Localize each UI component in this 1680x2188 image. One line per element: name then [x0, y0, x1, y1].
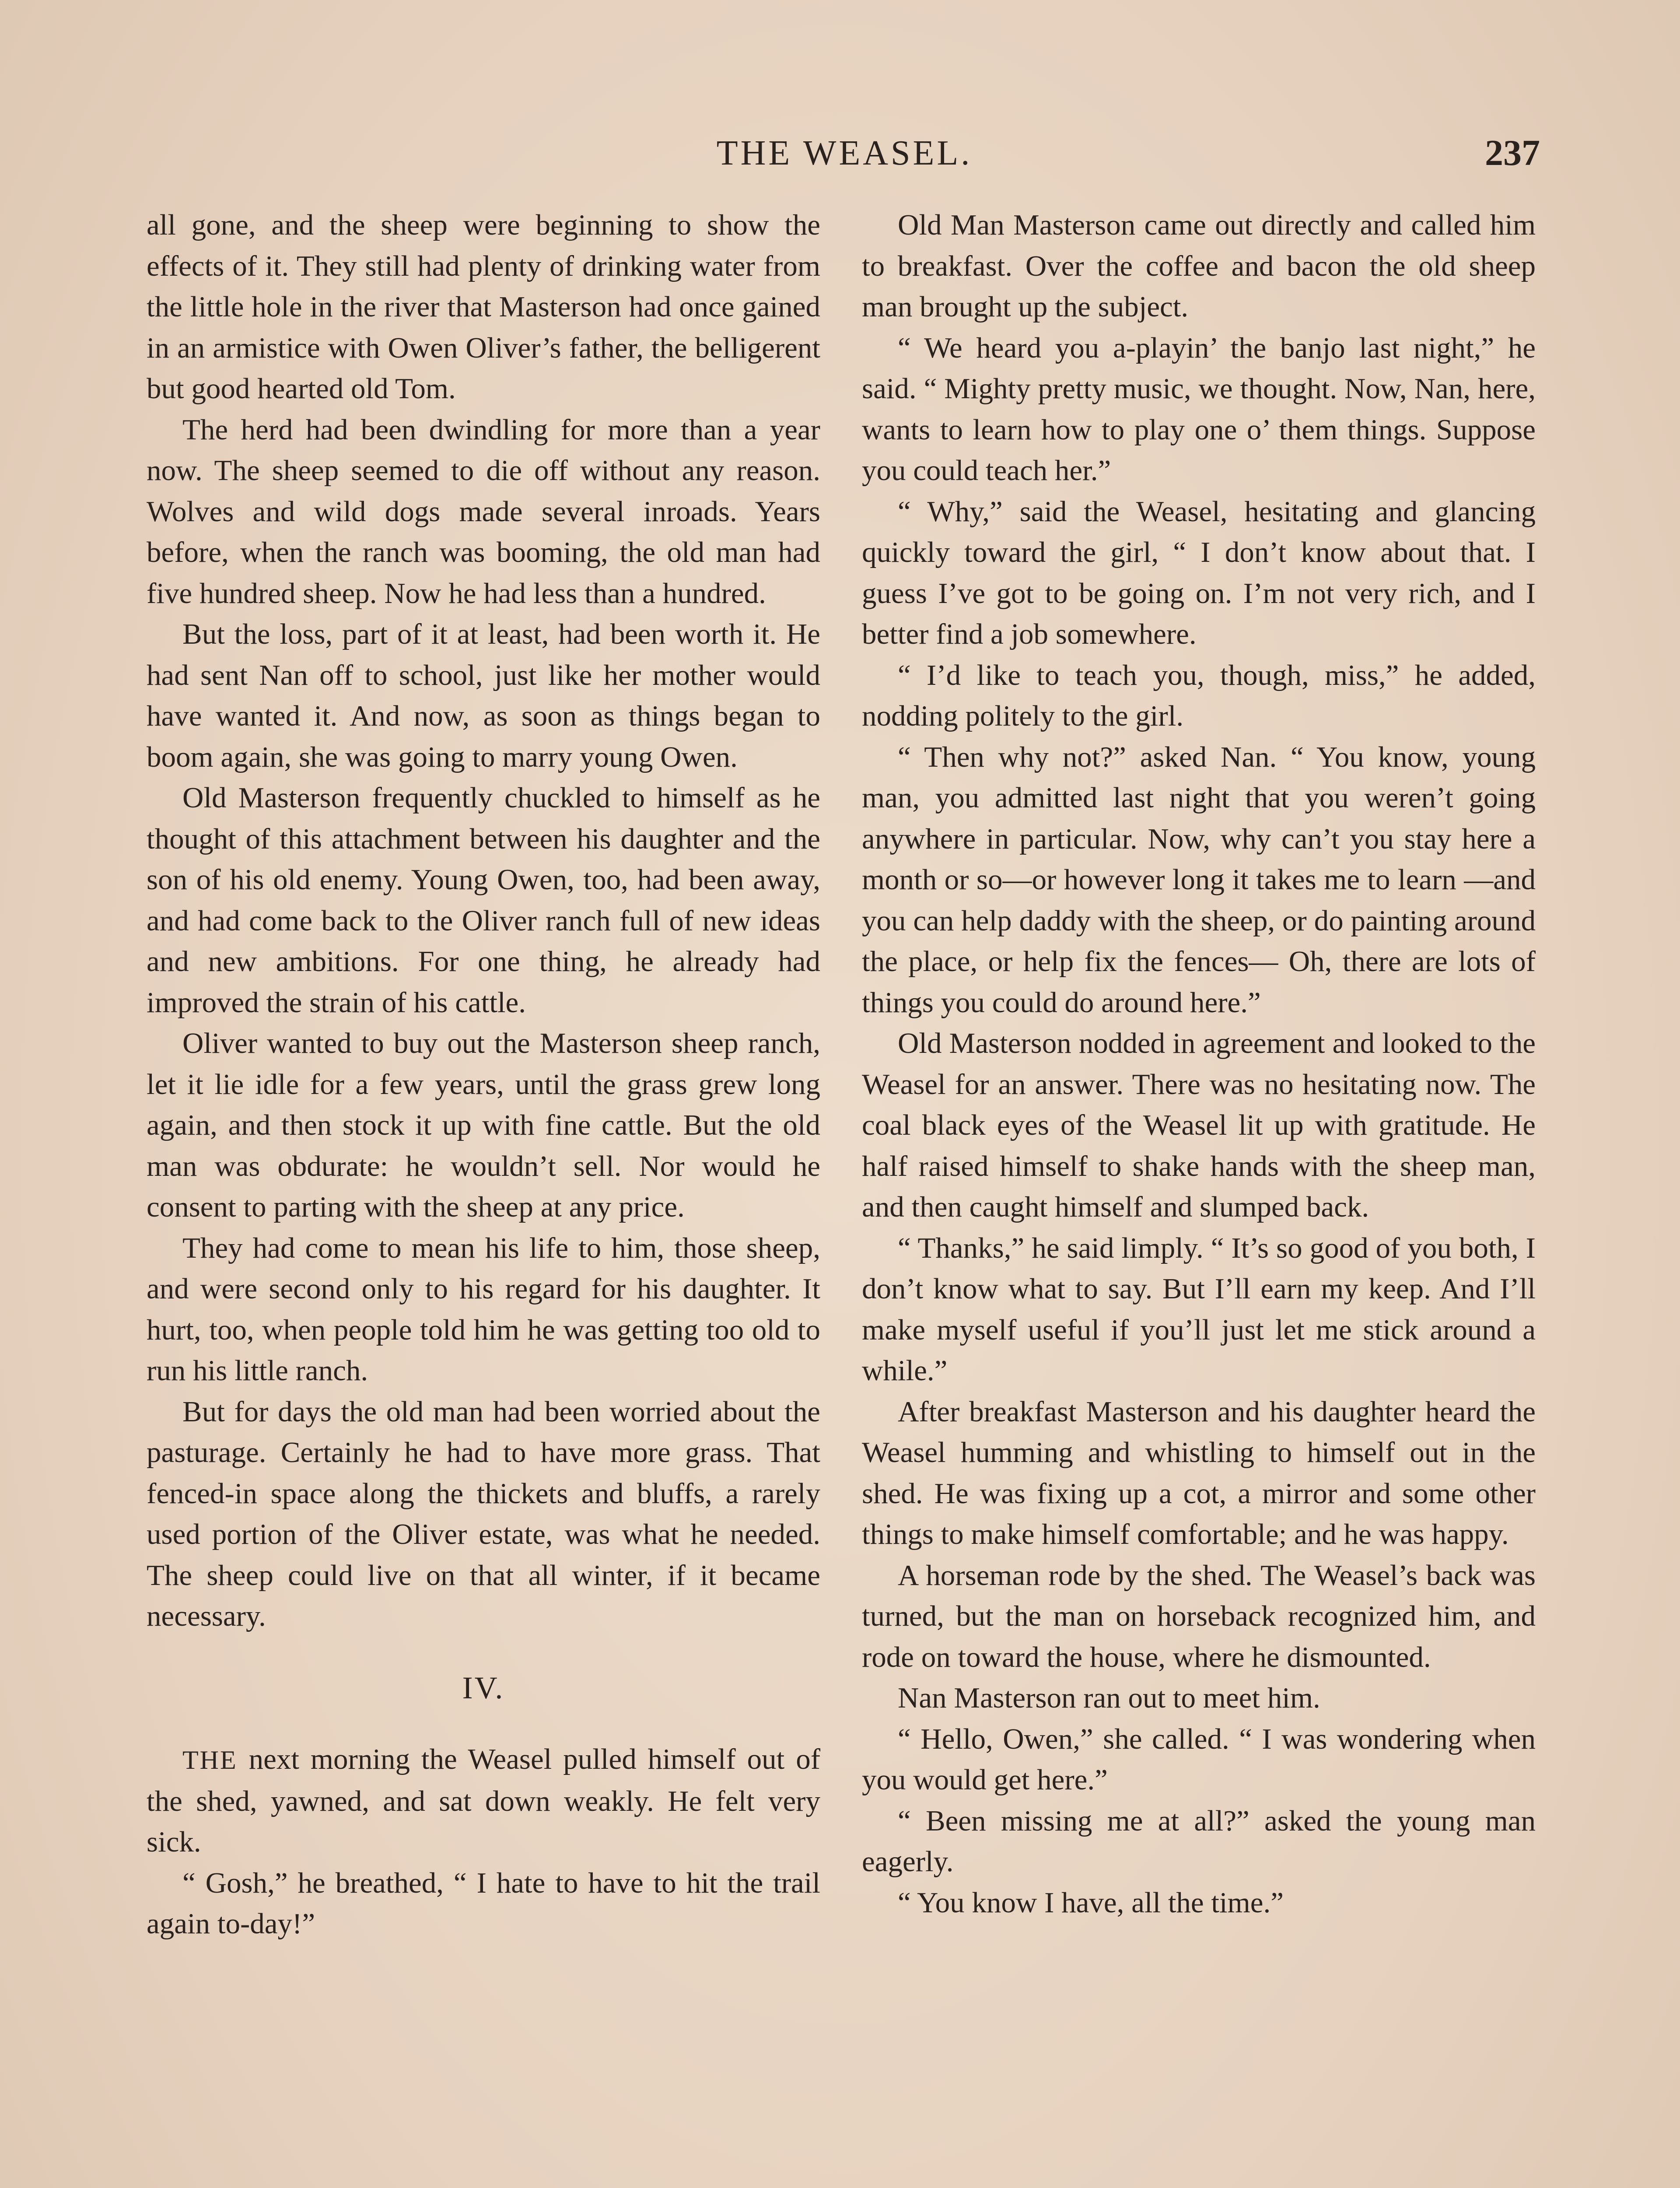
paragraph: Old Masterson frequently chuckled to himself as he thought of this attachment between his daughter and the son of his old enemy. Young Owen, too, had been away, and had come back to the Oliver ranch full of new ideas and new ambitions. For one thing, he already had improved the strain of his cattle. [147, 782, 820, 1019]
paragraph: “ We heard you a-playin’ the banjo last night,” he said. “ Mighty pretty music, we thought. Now, Nan, here, wants to learn how to play one o’ them things. Suppose you could teach her.” [862, 331, 1536, 487]
page-header [149, 127, 1540, 179]
paragraph: all gone, and the sheep were beginning to show the effects of it. They still had plenty of drinking water from the little hole in the river that Masterson had once gained in an armistice with Owen Oliver’s father, the belligerent but good hearted old Tom. [147, 209, 820, 405]
paragraph [147, 1739, 820, 1863]
paragraph-text: next morning the Weasel pulled himself out of the shed, yawned, and sat down weakly. He felt very sick. [147, 1743, 820, 1858]
paragraph: “ Gosh,” he breathed, “ I hate to have to hit the trail again to-day!” [147, 1866, 820, 1940]
section-heading: IV. [462, 1670, 505, 1705]
paragraph: “ Been missing me at all?” asked the young man eagerly. [862, 1804, 1536, 1878]
paragraph: Oliver wanted to buy out the Masterson sheep ranch, let it lie idle for a few years, until the grass grew long again, and then stock it up with fine cattle. But the old man was obdurate: he wouldn’t sell. Nor would he consent to parting with the sheep at any price. [147, 1027, 820, 1223]
paragraph: The herd had been dwindling for more than a year now. The sheep seemed to die off without any reason. Wolves and wild dogs made several inroads. Years before, when the ranch was booming, the old man had five hundred sheep. Now he had less than a hundred. [147, 413, 820, 610]
paragraph: “ You know I have, all the time.” [898, 1886, 1284, 1919]
paragraph: After breakfast Masterson and his daughter heard the Weasel humming and whistling to himself out in the shed. He was fixing up a cot, a mirror and some other things to make himself comfortable; and he was happy. [862, 1395, 1536, 1550]
lead-word: THE [182, 1746, 238, 1774]
paragraph: “ I’d like to teach you, though, miss,” he added, nodding politely to the girl. [862, 659, 1536, 732]
paragraph: They had come to mean his life to him, those sheep, and were second only to his regard for his daughter. It hurt, too, when people told him he was getting too old to run his little ranch. [147, 1231, 820, 1387]
right-column [862, 205, 1536, 1923]
paragraph: “ Hello, Owen,” she called. “ I was wondering when you would get here.” [862, 1722, 1536, 1796]
paragraph: Nan Masterson ran out to meet him. [898, 1682, 1320, 1714]
paragraph: Old Man Masterson came out directly and called him to breakfast. Over the coffee and bacon the old sheep man brought up the subject. [862, 209, 1536, 323]
paragraph: “ Thanks,” he said limply. “ It’s so good of you both, I don’t know what to say. But I’ll earn my keep. And I’ll make myself useful if you’ll just let me stick around a while.” [862, 1231, 1536, 1387]
running-title: THE WEASEL. [716, 134, 973, 172]
paragraph: “ Why,” said the Weasel, hesitating and glancing quickly toward the girl, “ I don’t know about that. I guess I’ve got to be going on. I’m not very rich, and I better find a job somewhere. [862, 495, 1536, 650]
left-column [147, 205, 820, 1945]
paragraph: But for days the old man had been worried about the pasturage. Certainly he had to have more grass. That fenced-in space along the thickets and bluffs, a rarely used portion of the Oliver estate, was what he needed. The sheep could live on that all winter, if it became necessary. [147, 1395, 820, 1632]
paragraph: Old Masterson nodded in agreement and looked to the Weasel for an answer. There was no hesitating now. The coal black eyes of the Weasel lit up with gratitude. He half raised himself to shake hands with the sheep man, and then caught himself and slumped back. [862, 1027, 1536, 1223]
paragraph: But the loss, part of it at least, had been worth it. He had sent Nan off to school, just like her mother would have wanted it. And now, as soon as things began to boom again, she was going to marry young Owen. [147, 618, 820, 773]
page-number: 237 [1485, 133, 1540, 173]
paragraph: “ Then why not?” asked Nan. “ You know, young man, you admitted last night that you weren’t going anywhere in particular. Now, why can’t you stay here a month or so—or however long it takes me to learn —and you can help daddy with the sheep, or do painting around the place, or help fix the fences— Oh, there are lots of things you could do around here.” [862, 740, 1536, 1019]
paragraph: A horseman rode by the shed. The Weasel’s back was turned, but the man on horseback recognized him, and rode on toward the house, where he dismounted. [862, 1559, 1536, 1673]
